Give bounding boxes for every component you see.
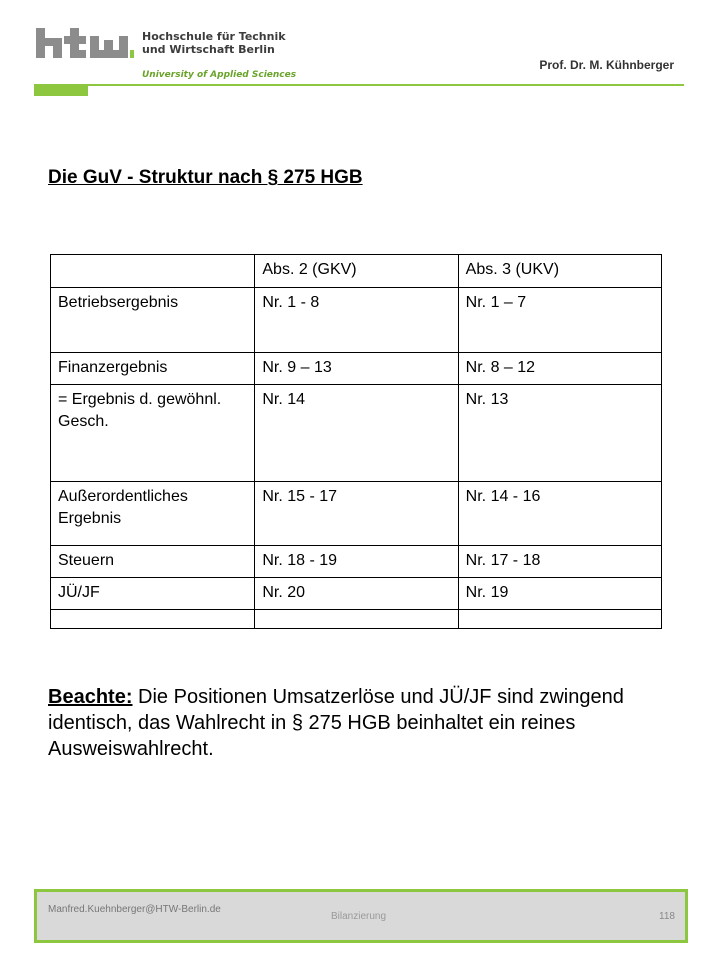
table-cell: Nr. 1 - 8 bbox=[255, 288, 458, 353]
table-cell: Finanzergebnis bbox=[51, 353, 255, 385]
note-paragraph bbox=[48, 684, 668, 762]
institution-line-2: und Wirtschaft Berlin bbox=[142, 43, 275, 56]
table-row bbox=[51, 546, 662, 578]
table-cell bbox=[51, 610, 255, 629]
table-cell: Nr. 1 – 7 bbox=[458, 288, 661, 353]
table-cell: Betriebsergebnis bbox=[51, 288, 255, 353]
table-cell: Nr. 19 bbox=[458, 578, 661, 610]
table-header-row bbox=[51, 255, 662, 288]
table-row bbox=[51, 578, 662, 610]
table-header-cell: Abs. 3 (UKV) bbox=[458, 255, 661, 288]
institution-name bbox=[142, 30, 286, 56]
note-label: Beachte: bbox=[48, 686, 133, 708]
guv-structure-table bbox=[50, 254, 662, 629]
table-cell: Nr. 17 - 18 bbox=[458, 546, 661, 578]
table-cell: Nr. 14 - 16 bbox=[458, 482, 661, 546]
institution-tagline: University of Applied Sciences bbox=[142, 70, 297, 80]
institution-line-1: Hochschule für Technik bbox=[142, 30, 286, 43]
table-header-cell bbox=[51, 255, 255, 288]
footer-topic: Bilanzierung bbox=[331, 911, 387, 922]
table-row bbox=[51, 385, 662, 482]
table-cell: = Ergebnis d. gewöhnl. Gesch. bbox=[51, 385, 255, 482]
footer-bar bbox=[34, 889, 688, 943]
table-cell bbox=[255, 610, 458, 629]
table-row-empty bbox=[51, 610, 662, 629]
table-cell: Nr. 9 – 13 bbox=[255, 353, 458, 385]
page-title: Die GuV - Struktur nach § 275 HGB bbox=[48, 167, 363, 188]
table-cell: Steuern bbox=[51, 546, 255, 578]
author-name: Prof. Dr. M. Kühnberger bbox=[539, 58, 674, 72]
header-divider bbox=[34, 84, 684, 86]
footer-email: Manfred.Kuehnberger@HTW-Berlin.de bbox=[48, 904, 221, 915]
table-cell: Nr. 15 - 17 bbox=[255, 482, 458, 546]
htw-logo bbox=[34, 26, 297, 82]
table-cell: Nr. 13 bbox=[458, 385, 661, 482]
table-cell: Nr. 20 bbox=[255, 578, 458, 610]
header-accent-block bbox=[34, 84, 88, 96]
table-header-cell: Abs. 2 (GKV) bbox=[255, 255, 458, 288]
table-cell: JÜ/JF bbox=[51, 578, 255, 610]
table-row bbox=[51, 482, 662, 546]
table-cell: Nr. 18 - 19 bbox=[255, 546, 458, 578]
table-row bbox=[51, 288, 662, 353]
table-cell: Außerordentliches Ergebnis bbox=[51, 482, 255, 546]
table-cell bbox=[458, 610, 661, 629]
table-cell: Nr. 8 – 12 bbox=[458, 353, 661, 385]
note-text: Die Positionen Umsatzerlöse und JÜ/JF sind zwingend identisch, das Wahlrecht in § 275 HGB beinhaltet ein reines Ausweiswahlrecht. bbox=[48, 686, 624, 760]
page-number: 118 bbox=[659, 911, 675, 922]
table-row bbox=[51, 353, 662, 385]
htw-logo-mark-icon bbox=[34, 26, 134, 66]
table-cell: Nr. 14 bbox=[255, 385, 458, 482]
